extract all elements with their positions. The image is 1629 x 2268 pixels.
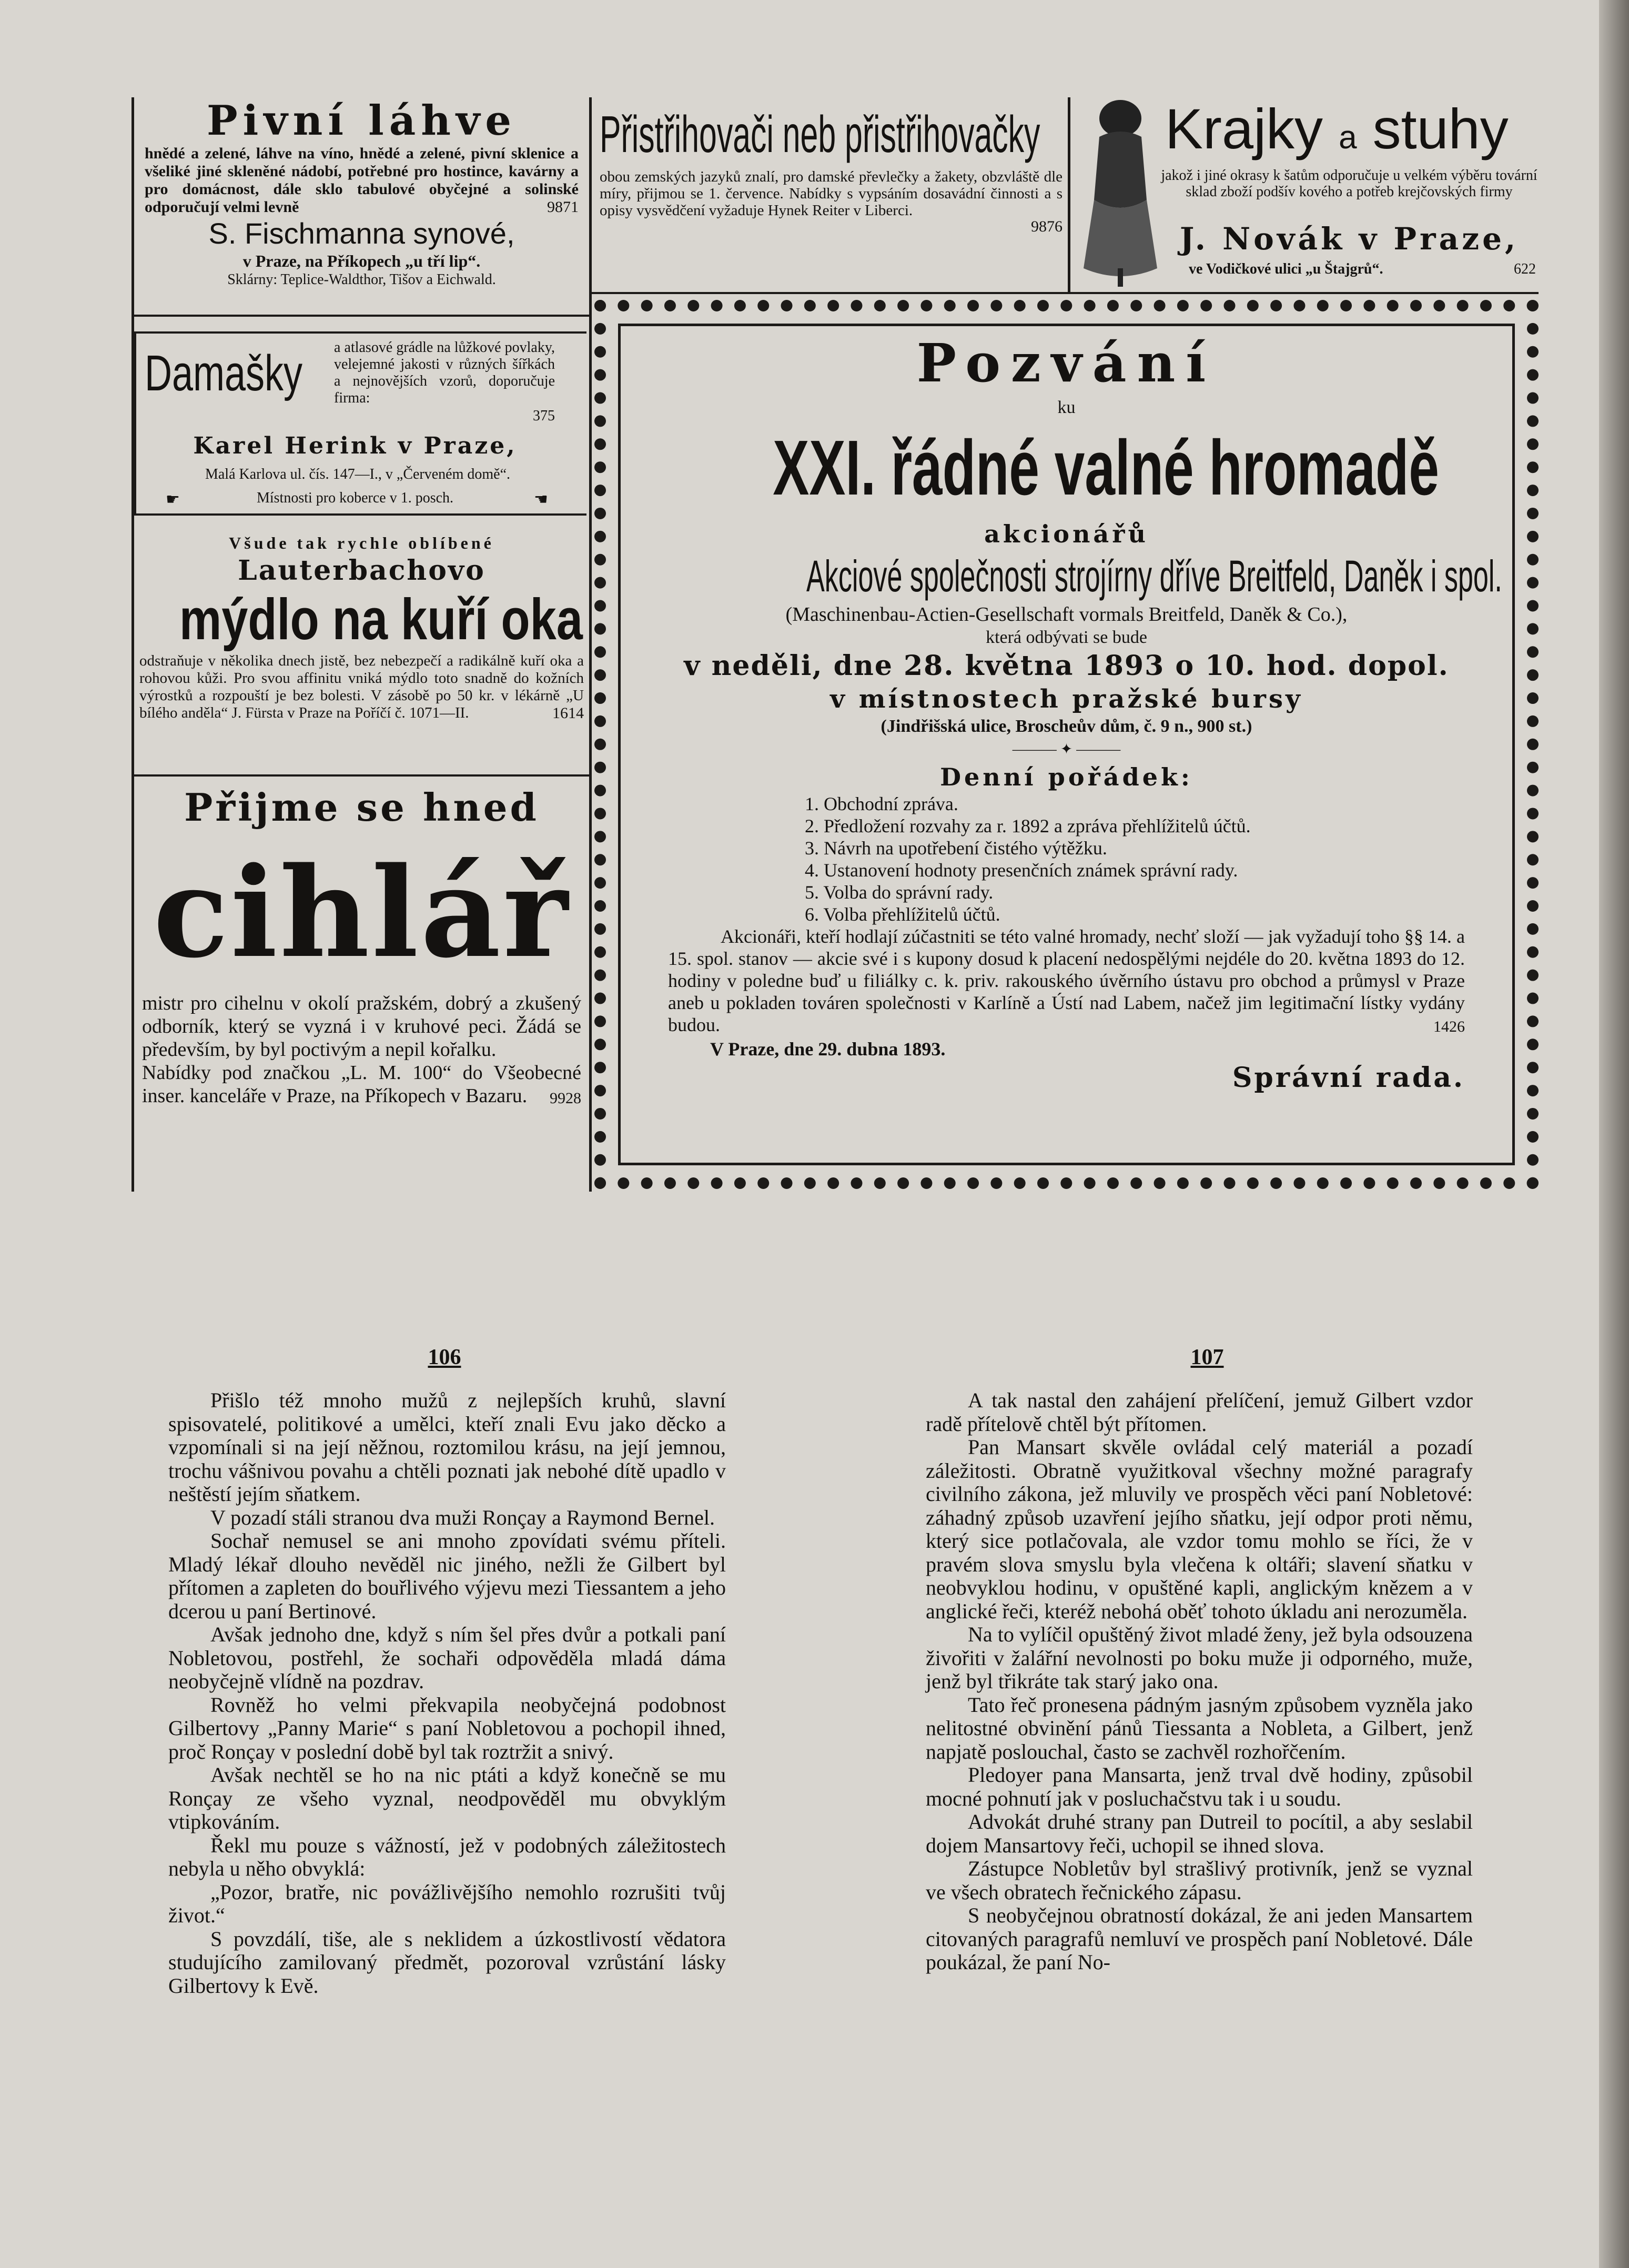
ad-pristrihovaci-title: Přistřihovači neb přistřihovačky	[600, 105, 1040, 163]
ad-damasky-address: Malá Karlova ul. čís. 147—I., v „Červeném domě“.	[205, 466, 511, 482]
ad-pozvani-ku: ku	[1057, 398, 1076, 417]
ad-pozvani-german: (Maschinenbau-Actien-Gesellschaft vormals Breitfeld, Daněk & Co.),	[785, 603, 1348, 626]
ad-mydlo-pre: Všude tak rychle oblíbené	[229, 533, 494, 552]
paragraph: S neobyčejnou obratností dokázal, že ani jeden Mansartem citovaných paragrafů nemluví ve prospěch paní Nobletové. Dále poukázal, že paní No-	[926, 1903, 1473, 1974]
paragraph: Na to vylíčil opuštěný život mladé ženy, jež byla odsouzena živořiti v žalářní nevolnosti po boku muže ji odporného, muže, jenž byl třikráte tak starý jako ona.	[926, 1622, 1473, 1693]
ad-pivni-branches: Sklárny: Teplice-Waldthor, Tišov a Eichwald.	[227, 271, 496, 288]
paragraph: Zástupce Nobletův byl strašlivý protivník, jenž se vyznal ve všech obratech řečnického zápasu.	[926, 1857, 1473, 1904]
paragraph: Rovněž ho velmi překvapila neobyčejná podobnost Gilbertovy „Panny Marie“ s paní Nobletovou a pochopil ihned, proč Ronçay v poslední době byl tak roztržit a snivý.	[168, 1692, 726, 1763]
ad-pozvani-title: Pozvání	[916, 332, 1217, 394]
ad-pozvani-number: 1426	[1433, 1018, 1465, 1035]
agenda-item: 4. Ustanovení hodnoty presenčních známek správní rady.	[805, 860, 1238, 881]
ad-pozvani-company: Akciové společnosti strojírny dříve Breitfeld, Daněk i spol.	[806, 551, 1502, 601]
agenda-item: 5. Volba do správní rady.	[805, 882, 994, 903]
ad-mydlo-title: mýdlo na kuří oka	[179, 587, 583, 652]
ad-pivni-body: hnědé a zelené, láhve na víno, hnědé a zelené, pivní sklenice a všeliké jiné skleněné nádobí, potřebné pro hostince, kavárny a pro domácnost, dále sklo tabulové obyčejné a solinské odporučují velmi levně	[145, 145, 579, 216]
page-text-left	[168, 1389, 726, 1998]
page-number-right: 107	[1190, 1345, 1224, 1369]
ad-pristrihovaci	[594, 100, 1068, 289]
ad-damasky-firm: Karel Herink v Praze,	[193, 432, 517, 459]
ad-damasky-body: a atlasové grádle na lůžkové povlaky, velejemné jakosti v různých šířkách a nejnovějších vzorů, doporučuje firma:	[334, 339, 555, 406]
ad-damasky-number: 375	[533, 408, 555, 424]
paragraph: Avšak jednoho dne, když s ním šel přes dvůr a potkali paní Nobletovou, postřehl, že sochaři odpověděla mladá dáma neobyčejně vlídně na pozdrav.	[168, 1622, 726, 1693]
ad-pristrihovaci-body: obou zemských jazyků znalí, pro damské převlečky a žakety, obzvláště dle míry, přijmou se 1. července. Nabídky s vypsáním dosavádní činnosti a s opisy vysvědčení vyžaduje Hynek Reiter v Liberci.	[600, 168, 1063, 219]
ad-krajky-address: ve Vodičkové ulici „u Štajgrů“.	[1189, 261, 1383, 277]
ad-mydlo-body: odstraňuje v několika dnech jistě, bez nebezpečí a radikálně kuří oka a rohovou kůži. Pro svou affinitu vniká mýdlo toto snadně do kožních výrostků a rozpouští je bez bolesti. V zásobě po 50 kr. v lékárně „U bílého anděla“ J. Fürsta v Praze na Poříčí č. 1071—II.	[139, 652, 584, 721]
ad-pozvani-place: v místnostech pražské bursy	[830, 684, 1303, 714]
paragraph: Přišlo též mnoho mužů z nejlepších kruhů, slavní spisovatelé, politikové a umělci, kteří znali Evu jako děcko a vzpomínali si na její něžnou, roztomilou krásu, na její jemnou, trochu vášnivou povahu a chtěli poznati jak nebohé dítě upadlo v neštěstí jejím sňatkem.	[168, 1388, 726, 1506]
hand-pointer-icon: ☚	[534, 491, 548, 508]
ad-mydlo-number: 1614	[552, 704, 584, 722]
dress-form-illustration	[1078, 95, 1162, 289]
ad-pristrihovaci-number: 9876	[1031, 218, 1063, 235]
ad-krajky	[1073, 95, 1541, 292]
paragraph: Řekl mu pouze s vážností, jež v podobných záležitostech nebyla u něho obvyklá:	[168, 1833, 726, 1880]
agenda-item: 6. Volba přehlížitelů účtů.	[805, 904, 1000, 925]
ad-krajky-firm: J. Novák v Praze,	[1179, 221, 1519, 257]
agenda-item: 3. Návrh na upotřebení čistého výtěžku.	[805, 838, 1107, 859]
ad-krajky-body: jakož i jiné okrasy k šatům odporučuje u velkém výběru tovární sklad zboží podšív kového a potřeb krejčovských firmy	[1161, 167, 1537, 200]
ad-pozvani-akcionaru: akcionářů	[984, 520, 1149, 548]
paragraph: Tato řeč pronesena pádným jasným způsobem vyzněla jako nelitostné obvinění pánů Tiessanta a Nobleta, a Gilbert, jenž napjatě poslouchal, často se zachvěl rozhořčením.	[926, 1692, 1473, 1763]
ad-cihlar-title: cihlář	[153, 840, 570, 985]
ad-pozvani-kterase: která odbývati se bude	[986, 628, 1147, 647]
paragraph: A tak nastal den zahájení přelíčení, jemuž Gilbert vzdor radě přítelově chtěl být přítomen.	[926, 1388, 1473, 1436]
ad-pivni-number: 9871	[547, 198, 579, 216]
ad-pozvani-headline: XXI. řádné valné hromadě	[773, 425, 1439, 511]
ad-pivni-address: v Praze, na Příkopech „u tří lip“.	[242, 251, 481, 270]
ad-damasky	[134, 326, 589, 521]
ad-pozvani-signature: Správní rada.	[1232, 1062, 1465, 1094]
agenda-item: 2. Předložení rozvahy za r. 1892 a zpráva přehlížitelů účtů.	[805, 815, 1251, 836]
page-number-left: 106	[428, 1345, 461, 1369]
paragraph: Avšak nechtěl se ho na nic ptáti a když konečně se mu Ronçay ze všeho vyznal, neodpověděl mu obvyklým vtipkováním.	[168, 1763, 726, 1833]
ad-krajky-title-a: Krajky	[1165, 97, 1323, 160]
ad-pozvani	[626, 329, 1507, 1160]
paragraph: Advokát druhé strany pan Dutreil to pocítil, a aby seslabil dojem Mansartovy řeči, uchopil se ihned slova.	[926, 1810, 1473, 1857]
ad-pozvani-date: v neděli, dne 28. května 1893 o 10. hod. dopol.	[684, 650, 1449, 682]
ad-mydlo	[134, 531, 589, 771]
paragraph: S povzdálí, tiše, ale s neklidem a úzkostlivostí vědatora studujícího zamilovaný předmět, pozoroval vzrůstání lásky Gilbertovy k Evě.	[168, 1927, 726, 1998]
page-text-right	[926, 1389, 1473, 1974]
ad-pozvani-placeaddr: (Jindřišská ulice, Broscheův dům, č. 9 n., 900 st.)	[881, 717, 1252, 736]
ad-pivni-lahve	[134, 97, 589, 313]
hand-pointer-icon: ☛	[166, 491, 180, 508]
ad-pozvani-agenda-title: Denní pořádek:	[940, 763, 1193, 791]
ad-krajky-title-b: a	[1339, 119, 1357, 156]
paragraph: V pozadí stáli stranou dva muži Ronçay a Raymond Bernel.	[210, 1505, 715, 1529]
ad-cihlar-number: 9928	[550, 1090, 581, 1107]
ad-pozvani-agenda	[647, 793, 1486, 925]
ad-damasky-title: Damašky	[145, 345, 303, 401]
ad-cihlar-body2: Nabídky pod značkou „L. M. 100“ do Všeobecné inser. kanceláře v Praze, na Příkopech v Bazaru.	[142, 1062, 581, 1107]
ad-cihlar-pre: Přijme se hned	[184, 785, 539, 830]
paragraph: Pan Mansart skvěle ovládal celý materiál a pozadí záležitosti. Obratně využitkoval všechny možné paragrafy civilního zákona, jež mluvily ve prospěch věci paní Nobletové: záhadný způsob uzavření jejího sňatku, její odpor proti němu, který sice potlačovala, ale vzdor tomu mohlo se říci, že v pravém slova smyslu byla vlečena k oltáři; slavení sňatku v neobvyklou hodinu, v opuštěné kapli, anglickým knězem a v anglické řeči, kteréž nebohá oběť tohoto úkladu ani nerozuměla.	[926, 1435, 1473, 1623]
paragraph: Sochař nemusel se ani mnoho zpovídati svému příteli. Mladý lékař dlouho nevěděl nic jiného, nežli že Gilbert byl přítomen a zapleten do bouřlivého výjevu mezi Tiessantem a jeho dcerou u paní Bertinové.	[168, 1529, 726, 1623]
ad-pozvani-dated: V Praze, dne 29. dubna 1893.	[710, 1039, 946, 1060]
scan-edge	[1599, 0, 1629, 2268]
ad-mydlo-name: Lauterbachovo	[238, 555, 485, 587]
paragraph: „Pozor, bratře, nic povážlivějšího nemohlo rozrušiti tvůj život.“	[168, 1880, 726, 1927]
ad-krajky-number: 622	[1514, 261, 1536, 277]
divider-ornament: ——— ✦ ———	[1012, 741, 1121, 758]
ad-damasky-note: Místnosti pro koberce v 1. posch.	[256, 490, 454, 506]
ad-pozvani-notice: Akcionáři, kteří hodlají zúčastniti se této valné hromady, nechť složí — jak vyžadují toho §§ 14. a 15. spol. stanov — akcie své i s kupony dosud k placení nedospělými nejdéle do 20. května 1893 do 12. hodiny v poledne buď u filiálky c. k. priv. rakouského úvěrního ústavu pro obchod a průmysl v Praze aneb u pokladen továren společnosti v Karlíně a Ústí nad Labem, načež jim legitimační lístky vydány budou.	[668, 926, 1465, 1035]
ad-pivni-firm: S. Fischmanna synové,	[208, 217, 515, 250]
ad-krajky-title-c: stuhy	[1372, 97, 1509, 160]
ad-pivni-title: Pivní láhve	[207, 97, 517, 145]
agenda-item: 1. Obchodní zpráva.	[805, 793, 958, 814]
ad-cihlar	[134, 781, 589, 1186]
paragraph: Pledoyer pana Mansarta, jenž trval dvě hodiny, způsobil mocné pohnutí jak v posluchačstvu tak i u soudu.	[926, 1763, 1473, 1810]
ad-cihlar-body: mistr pro cihelnu v okolí pražském, dobrý a zkušený odborník, který se vyzná i v kruhové peci. Žádá se především, by byl poctivým a nepil kořalku.	[142, 992, 581, 1061]
